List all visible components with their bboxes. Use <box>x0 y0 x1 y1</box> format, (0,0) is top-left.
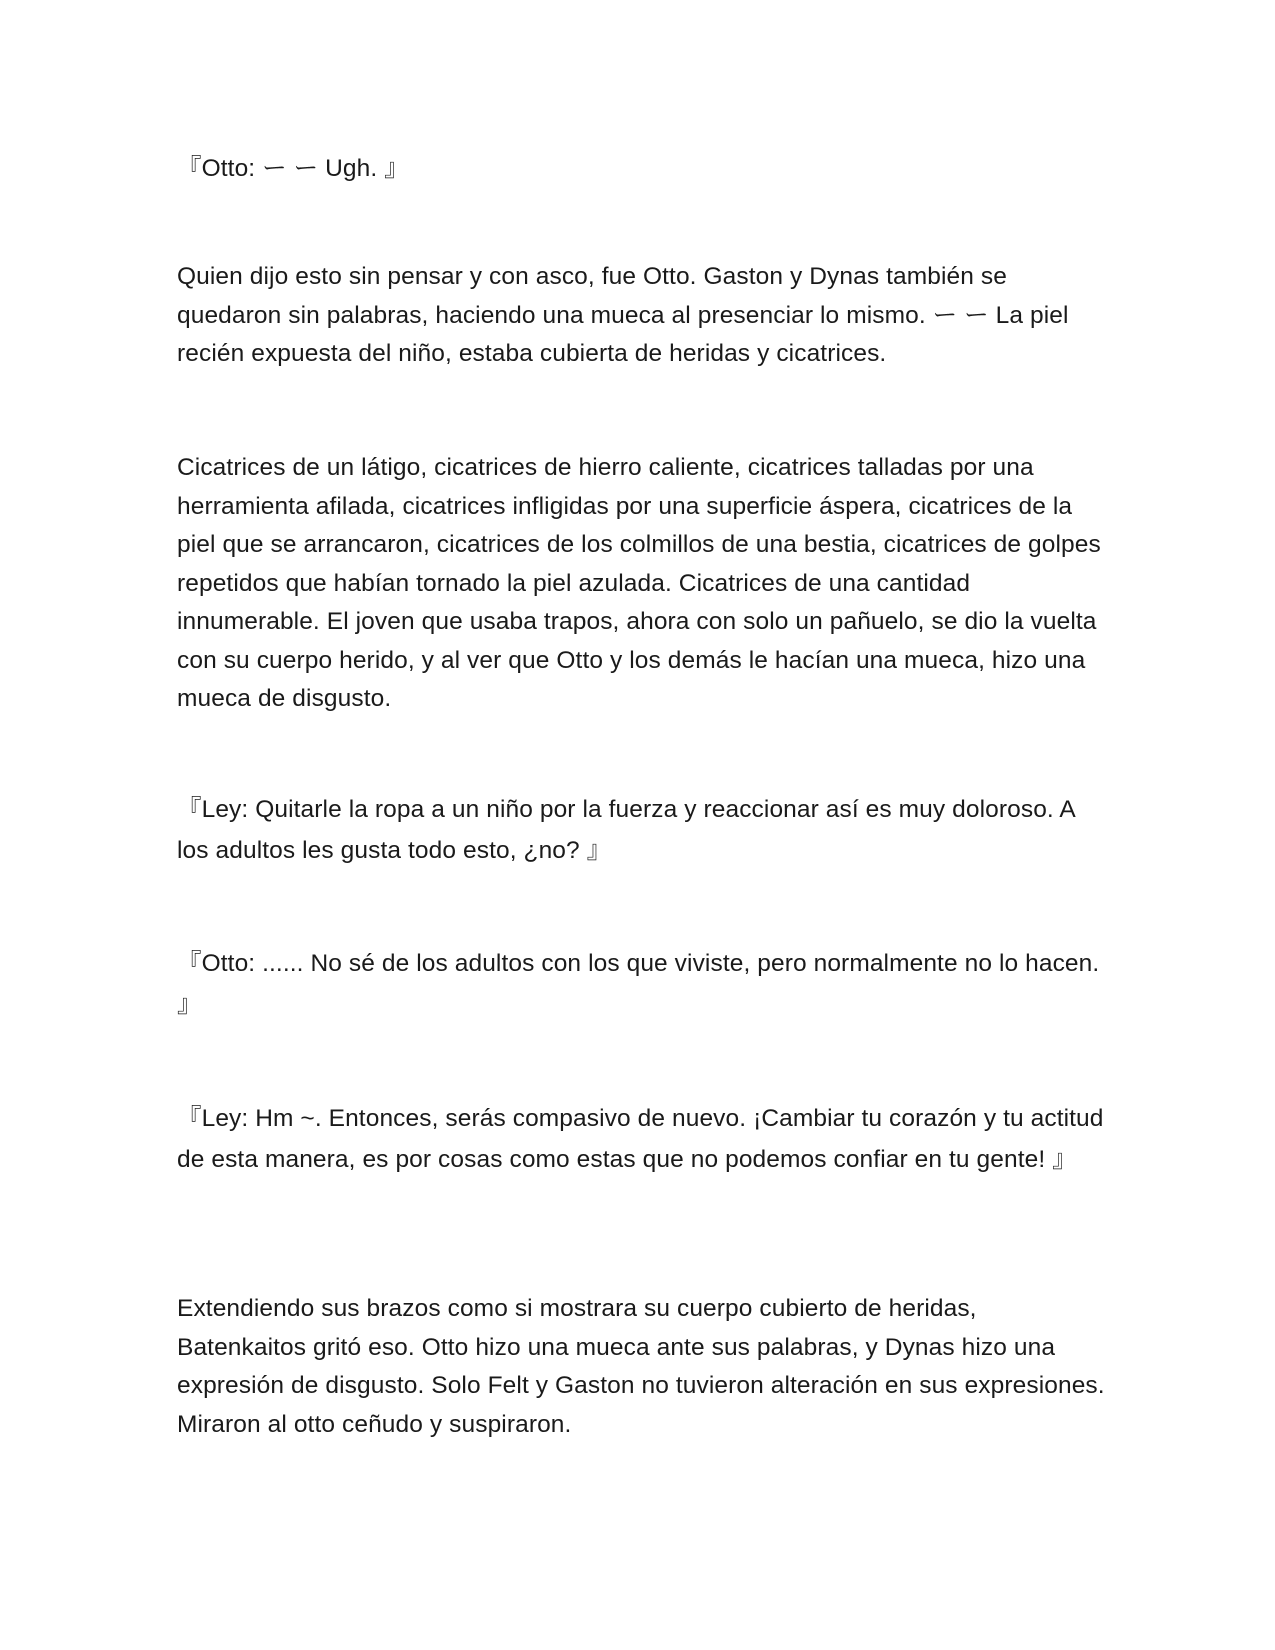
narration-paragraph-reaction: Quien dijo esto sin pensar y con asco, fue Otto. Gaston y Dynas también se quedaron sin palabras, haciendo una mueca al presenciar lo mismo. ー ー La piel recién expuesta del niño, estaba cubierta de heridas y cicatrices. <box>177 263 1069 367</box>
dialogue-otto-adults: 『Otto: ...... No sé de los adultos con los que viviste, pero normalmente no lo hacen. 』 <box>177 950 1100 1018</box>
dialogue-ley-compassion: 『Ley: Hm ~. Entonces, serás compasivo de nuevo. ¡Cambiar tu corazón y tu actitud de esta manera, es por cosas como estas que no podemos confiar en tu gente! 』 <box>177 1105 1104 1173</box>
dialogue-otto-ugh: 『Otto: ー ー Ugh. 』 <box>177 155 409 182</box>
narration-paragraph-batenkaitos: Extendiendo sus brazos como si mostrara su cuerpo cubierto de heridas, Batenkaitos gritó eso. Otto hizo una mueca ante sus palabras, y Dynas hizo una expresión de disgusto. Solo Felt y Gaston no tuvieron alteración en sus expresiones. Miraron al otto ceñudo y suspiraron. <box>177 1295 1105 1438</box>
narration-paragraph-scars: Cicatrices de un látigo, cicatrices de hierro caliente, cicatrices talladas por una herramienta afilada, cicatrices infligidas por una superficie áspera, cicatrices de la piel que se arrancaron, cicatrices de los colmillos de una bestia, cicatrices de golpes repetidos que habían tornado la piel azulada. Cicatrices de una cantidad innumerable. El joven que usaba trapos, ahora con solo un pañuelo, se dio la vuelta con su cuerpo herido, y al ver que Otto y los demás le hacían una mueca, hizo una mueca de disgusto. <box>177 454 1101 712</box>
dialogue-ley-clothes: 『Ley: Quitarle la ropa a un niño por la fuerza y reaccionar así es muy doloroso. A los adultos les gusta todo esto, ¿no? 』 <box>177 796 1075 864</box>
